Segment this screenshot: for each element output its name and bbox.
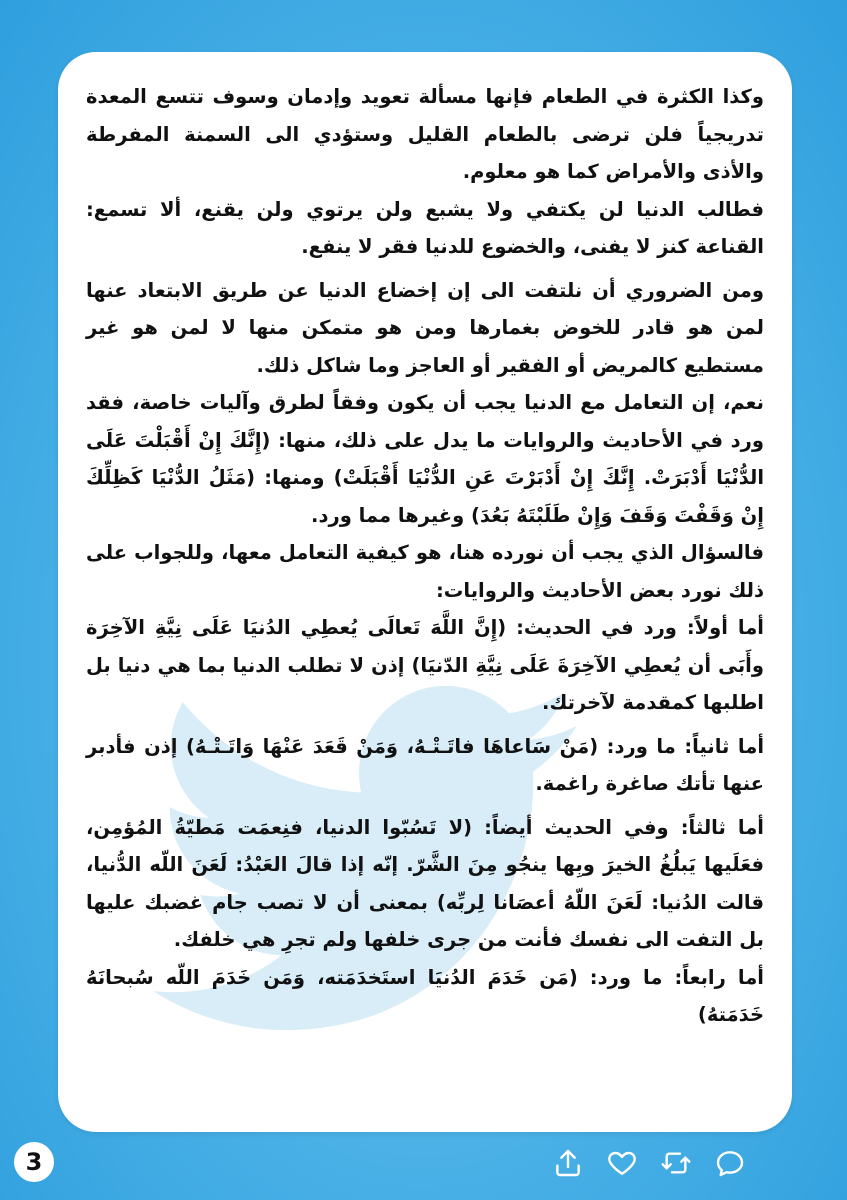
retweet-icon[interactable] <box>660 1147 692 1179</box>
share-icon[interactable] <box>552 1147 584 1179</box>
reply-icon[interactable] <box>714 1147 746 1179</box>
paragraph: أما أولاً: ورد في الحديث: (إِنَّ اللَّهَ تَعالَى يُعطِي الدُنيَا عَلَى نِيَّةِ الآخِرَة وأَبَى أن يُعطِي الآخِرَةَ عَلَى نِيَّةِ الدّنيَا) إذن لا تطلب الدنيا بما هي دنيا بل اطلبها كمقدمة لآخرتك. <box>86 616 764 714</box>
post-card <box>58 52 792 1132</box>
paragraph: نعم، إن التعامل مع الدنيا يجب أن يكون وفقاً لطرق وآليات خاصة، فقد ورد في الأحاديث والروايات ما يدل على ذلك، منها: (إِنَّكَ إِنْ أَقْبَلْتَ عَلَى الدُّنْيَا أَدْبَرَتْ. إِنَّكَ إِنْ أَدْبَرْتَ عَنِ الدُّنْيَا أَقْبَلَتْ) ومنها: (مَثَلُ الدُّنْيَا كَظِلِّكَ إِنْ وَقَفْتَ وَقَفَ وَإِنْ طَلَبْتَهُ بَعُدَ) وغيرها مما ورد. <box>86 391 764 527</box>
post-actions <box>552 1147 746 1179</box>
paragraph: أما ثالثاً: وفي الحديث أيضاً: (لا تَسُبّوا الدنيا، فنِعمَت مَطيّةُ المُؤمِن، فعَلَيها يَبلُغُ الخيرَ وبِها ينجُو مِنَ الشَّرّ. إنّه إذا قالَ العَبْدُ: لَعَنَ اللّه الدُّنيا، قالت الدُنيا: لَعَنَ اللّهُ أعصَانا لِربِّه) بمعنى أن لا تصب جام غضبك عليها بل التفت الى نفسك فأنت من جرى خلفها ولم تجرِ هي خلفك. <box>86 815 764 951</box>
paragraph: ومن الضروري أن نلتفت الى إن إخضاع الدنيا عن طريق الابتعاد عنها لمن هو قادر للخوض بغمارها ومن هو متمكن منها لا لمن هو غير مستطيع كالمريض أو الفقير أو العاجز وما شاكل ذلك. <box>86 278 764 377</box>
heart-icon[interactable] <box>606 1147 638 1179</box>
paragraph: فالسؤال الذي يجب أن نورده هنا، هو كيفية التعامل معها، وللجواب على ذلك نورد بعض الأحاديث والروايات: <box>86 541 764 602</box>
paragraph: أما رابعاً: ما ورد: (مَن خَدَمَ الدُنيَا استَخدَمَته، وَمَن خَدَمَ اللّه سُبحانَهُ خَدَمَتهُ) <box>86 965 764 1026</box>
page-number: 3 <box>14 1142 54 1182</box>
paragraph: فطالب الدنيا لن يكتفي ولا يشبع ولن يرتوي ولن يقنع، ألا تسمع: القناعة كنز لا يفنى، والخضوع للدنيا فقر لا ينفع. <box>86 197 764 258</box>
paragraph: وكذا الكثرة في الطعام فإنها مسألة تعويد وإدمان وسوف تتسع المعدة تدريجياً فلن ترضى بالطعام القليل وستؤدي الى السمنة المفرطة والأذى والأمراض كما هو معلوم. <box>86 85 764 183</box>
article-body <box>86 78 764 1034</box>
paragraph: أما ثانياً: ما ورد: (مَنْ سَاعاهَا فاتَـتْـهُ، وَمَنْ قَعَدَ عَنْهَا وَاتَـتْـهُ) إذن فأدبر عنها تأتك صاغرة راغمة. <box>86 734 764 795</box>
